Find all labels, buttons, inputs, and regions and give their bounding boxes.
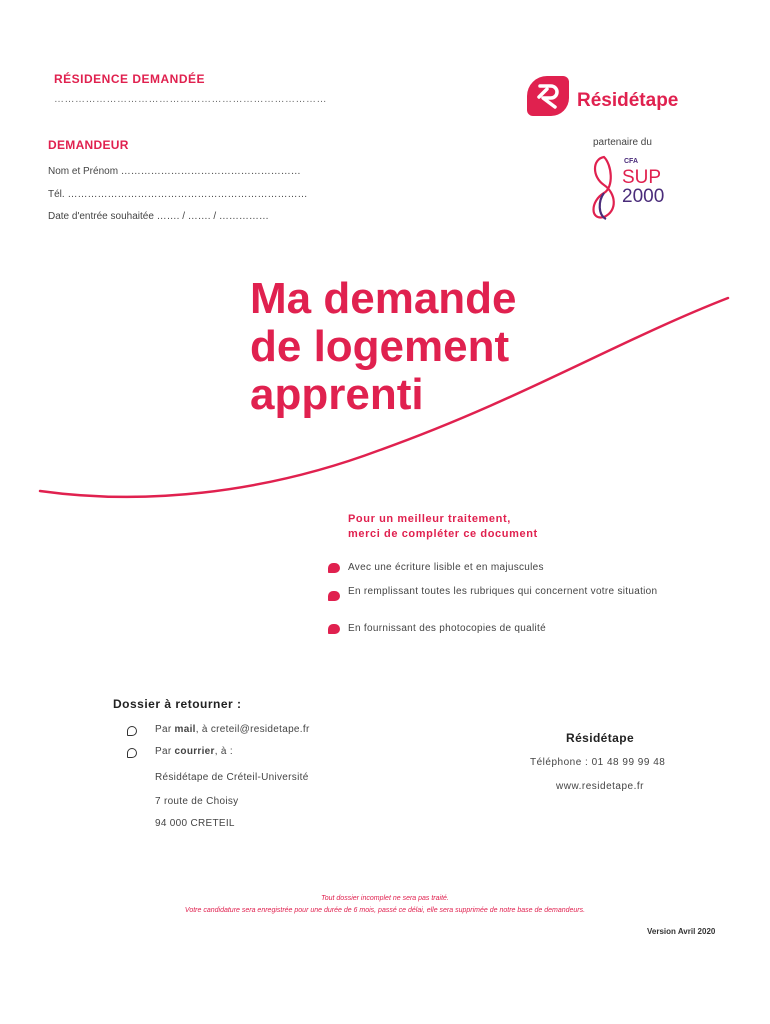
title-line-1: Ma demande: [250, 274, 517, 323]
mail-bold: mail: [174, 724, 196, 735]
address-line-2: 7 route de Choisy: [155, 796, 239, 807]
title-line-2: de logement: [250, 322, 510, 371]
dossier-title: Dossier à retourner :: [113, 697, 242, 711]
bullet-ring-icon: [127, 726, 137, 736]
lead-line-2: merci de compléter ce document: [348, 528, 538, 540]
address-line-3: 94 000 CRETEIL: [155, 818, 235, 829]
speech-bubble-icon: [328, 624, 340, 634]
instruction-text: En remplissant toutes les rubriques qui concernent votre situation: [348, 586, 658, 597]
speech-bubble-icon: [328, 563, 340, 573]
nom-prenom-field[interactable]: Nom et Prénom ………………………………………………: [48, 166, 301, 177]
demandeur-title: DEMANDEUR: [48, 138, 129, 152]
mail-prefix: Par: [155, 724, 175, 735]
instruction-text: Avec une écriture lisible et en majuscules: [348, 562, 544, 573]
address-line-1: Résidétape de Créteil-Université: [155, 772, 309, 783]
mail-address[interactable]: , à creteil@residetape.fr: [195, 724, 310, 735]
footer-note-line-1: Tout dossier incomplet ne sera pas traité.: [321, 895, 449, 902]
partner-label: partenaire du: [593, 137, 652, 148]
brand-logo-text: Résidétape: [577, 90, 679, 111]
title-line-3: apprenti: [250, 370, 424, 419]
date-entree-field[interactable]: Date d'entrée souhaitée ……. / ……. / ……………: [48, 211, 269, 222]
main-title: [250, 275, 517, 419]
instructions-lead: [348, 512, 538, 542]
courrier-prefix: Par: [155, 746, 175, 757]
residence-field[interactable]: ……………………………………………………………………: [54, 94, 327, 105]
lead-line-1: Pour un meilleur traitement,: [348, 513, 511, 525]
courrier-suffix: , à :: [214, 746, 233, 757]
mail-line: [155, 724, 310, 735]
courrier-bold: courrier: [174, 746, 215, 757]
bullet-ring-icon: [127, 748, 137, 758]
contact-name: Résidétape: [566, 731, 635, 745]
cfa-sup2000-logo-icon: [586, 153, 676, 223]
contact-phone: Téléphone : 01 48 99 99 48: [530, 757, 666, 768]
telephone-field[interactable]: Tél. ………………………………………………………………: [48, 189, 308, 200]
speech-bubble-icon: [328, 591, 340, 601]
footer-note: [0, 893, 770, 917]
contact-website-link[interactable]: www.residetape.fr: [556, 781, 644, 792]
footer-note-line-2: Votre candidature sera enregistrée pour une durée de 6 mois, passé ce délai, elle sera supprimée de notre base de demandeurs.: [184, 907, 586, 914]
residence-title: RÉSIDENCE DEMANDÉE: [54, 72, 206, 86]
year-text: 2000: [622, 186, 665, 207]
courrier-line: [155, 746, 233, 757]
cfa-text: CFA: [624, 158, 638, 165]
version-label: Version Avril 2020: [647, 927, 716, 936]
instruction-text: En fournissant des photocopies de qualité: [348, 623, 546, 634]
sup-text: SUP: [622, 167, 662, 188]
